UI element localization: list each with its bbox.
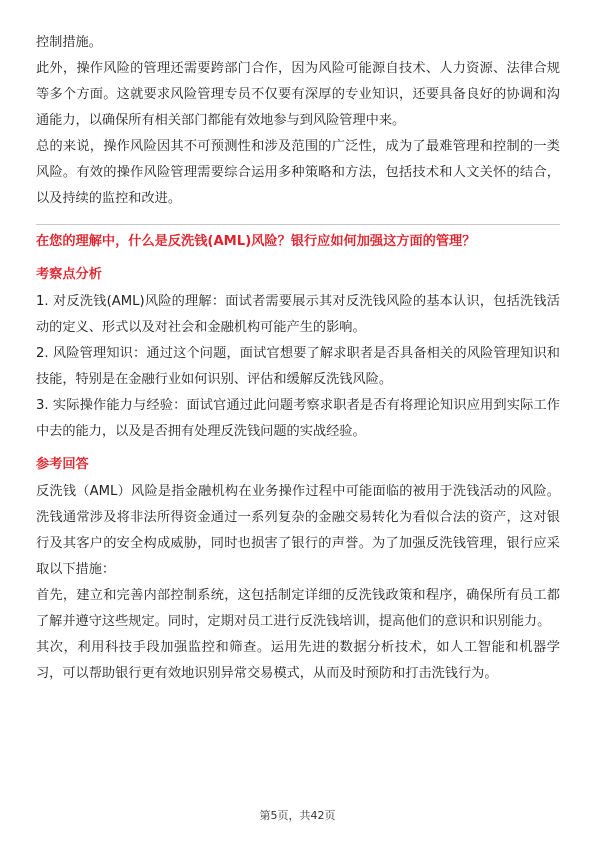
answer-paragraph-3: 其次，利用科技手段加强监控和筛查。运用先进的数据分析技术，如人工智能和机器学习，可以帮助银行更有效地识别异常交易模式，从而及时预防和打击洗钱行为。 (36, 640, 560, 681)
analysis-item-3: 3. 实际操作能力与经验：面试官通过此问题考察求职者是否有将理论知识应用到实际工作中去的能力，以及是否拥有处理反洗钱问题的实战经验。 (36, 398, 560, 439)
document-body (36, 30, 560, 687)
paragraph-control-measures: 控制措施。 (36, 35, 102, 50)
answer-heading: 参考回答 (36, 457, 89, 472)
answer-paragraph-2: 首先，建立和完善内部控制系统，这包括制定详细的反洗钱政策和程序，确保所有员工都了解并遵守这些规定。同时，定期对员工进行反洗钱培训，提高他们的意识和识别能力。 (36, 588, 560, 629)
analysis-item-2: 2. 风险管理知识：通过这个问题，面试官想要了解求职者是否具备相关的风险管理知识和技能，特别是在金融行业如何识别、评估和缓解反洗钱风险。 (36, 346, 560, 387)
answer-paragraph-1: 反洗钱（AML）风险是指金融机构在业务操作过程中可能面临的被用于洗钱活动的风险。洗钱通常涉及将非法所得资金通过一系列复杂的金融交易转化为看似合法的资产，这对银行及其客户的安全构成威胁，同时也损害了银行的声誉。为了加强反洗钱管理，银行应采取以下措施： (36, 484, 560, 577)
section-divider (36, 224, 560, 225)
question-title: 在您的理解中，什么是反洗钱(AML)风险？银行应如何加强这方面的管理？ (36, 234, 476, 249)
paragraph-summary: 总的来说，操作风险因其不可预测性和涉及范围的广泛性，成为了最难管理和控制的一类风险。有效的操作风险管理需要综合运用多种策略和方法，包括技术和人文关怀的结合，以及持续的监控和改进。 (36, 139, 560, 206)
page-number-footer: 第5页，共42页 (259, 809, 336, 822)
analysis-item-1: 1. 对反洗钱(AML)风险的理解：面试者需要展示其对反洗钱风险的基本认识，包括洗钱活动的定义、形式以及对社会和金融机构可能产生的影响。 (36, 294, 560, 335)
analysis-heading: 考察点分析 (36, 267, 102, 282)
paragraph-cross-department: 此外，操作风险的管理还需要跨部门合作，因为风险可能源自技术、人力资源、法律合规等多个方面。这就要求风险管理专员不仅要有深厚的专业知识，还要具备良好的协调和沟通能力，以确保所有相关部门都能有效地参与到风险管理中来。 (36, 61, 560, 128)
